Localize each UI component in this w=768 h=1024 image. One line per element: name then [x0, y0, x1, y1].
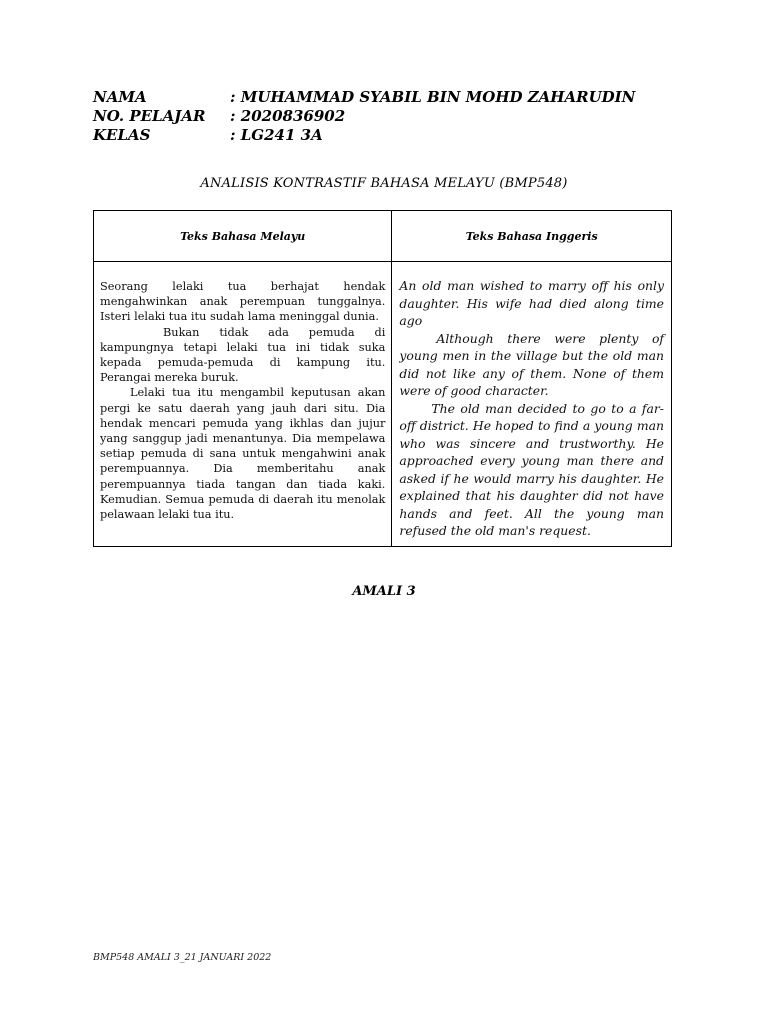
english-paragraph-2: Although there were plenty of young men in the village but the old man did not like any of them. None of them were of good character. — [399, 330, 664, 398]
name-value: : MUHAMMAD SYABIL BIN MOHD ZAHARUDIN — [230, 88, 636, 106]
student-info — [93, 88, 635, 145]
class-row — [93, 126, 635, 145]
student-id-row — [93, 107, 635, 126]
column-header-malay: Teks Bahasa Melayu — [94, 211, 392, 262]
malay-text-cell — [94, 262, 392, 547]
class-label: KELAS — [93, 126, 151, 144]
english-paragraph-3: The old man decided to go to a far-off district. He hoped to find a young man who was sincere and trustworthy. He approached every young man there and asked if he would marry his daughter. He explained that his daughter did not have hands and feet. All the young man refused the old man's request. — [399, 400, 664, 538]
malay-paragraph-3: Lelaki tua itu mengambil keputusan akan pergi ke satu daerah yang jauh dari situ. Dia hendak mencari pemuda yang ikhlas dan jujur yang sanggup jadi menantunya. Dia mempelawa setiap pemuda di sana untuk mengahwini anak perempuannya. Dia memberitahu anak perempuannya tiada tangan dan tiada kaki. Kemudian. Semua pemuda di daerah itu menolak pelawaan lelaki tua itu. — [100, 386, 386, 522]
document-title: ANALISIS KONTRASTIF BAHASA MELAYU (BMP548) — [200, 176, 568, 191]
class-value: : LG241 3A — [230, 126, 323, 144]
column-header-english: Teks Bahasa Inggeris — [392, 211, 672, 262]
table-header-row — [94, 211, 672, 262]
malay-paragraph-1: Seorang lelaki tua berhajat hendak mengahwinkan anak perempuan tunggalnya. Isteri lelaki tua itu sudah lama meninggal dunia. — [100, 280, 386, 324]
section-subtitle: AMALI 3 — [352, 584, 416, 599]
page-footer: BMP548 AMALI 3_21 JANUARI 2022 — [93, 952, 272, 963]
student-id-label: NO. PELAJAR — [93, 107, 206, 125]
english-paragraph-1: An old man wished to marry off his only daughter. His wife had died along time ago — [399, 278, 664, 328]
name-row — [93, 88, 635, 107]
malay-paragraph-2: Bukan tidak ada pemuda di kampungnya tetapi lelaki tua ini tidak suka kepada pemuda-pemuda di kampung itu. Perangai mereka buruk. — [100, 325, 386, 385]
student-id-value: : 2020836902 — [230, 107, 346, 125]
english-text-cell — [392, 262, 672, 547]
table-row — [94, 262, 672, 547]
translation-table — [93, 210, 672, 547]
name-label: NAMA — [93, 88, 147, 106]
